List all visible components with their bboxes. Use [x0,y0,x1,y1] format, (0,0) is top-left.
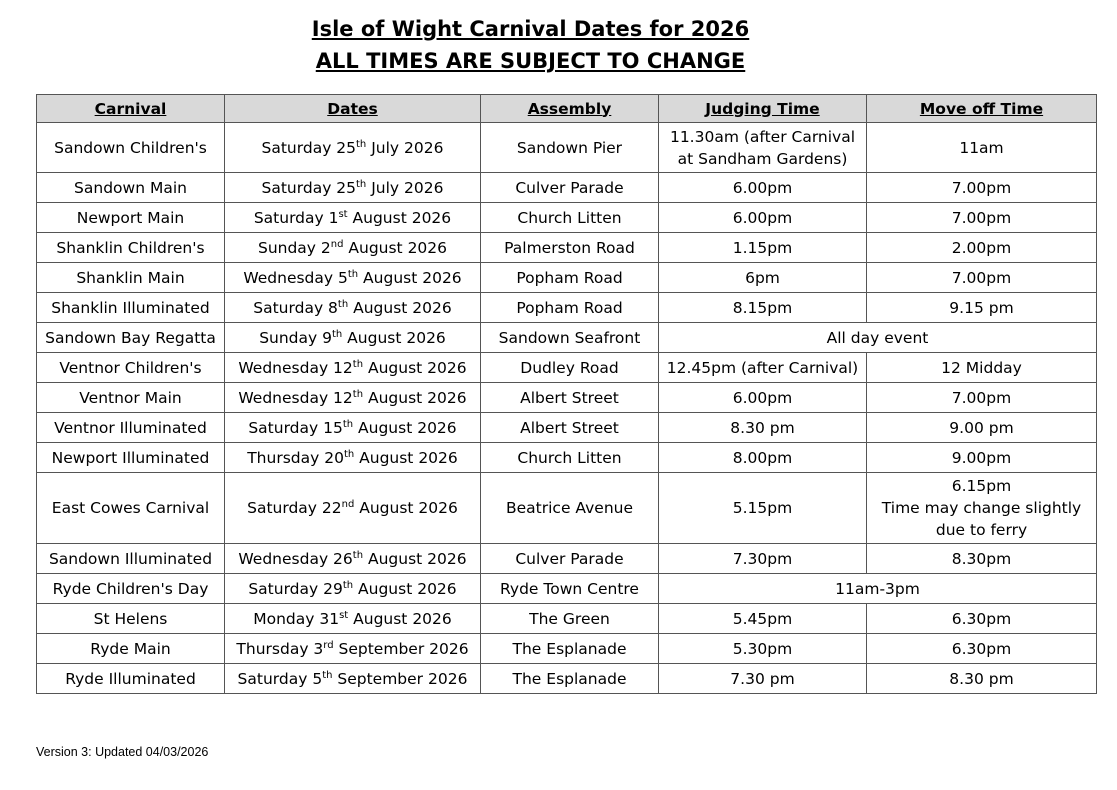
carnival-cell: Ryde Main [37,634,225,664]
move-off-time-cell [867,413,1097,443]
date-day: Saturday 22 [247,499,342,517]
date-day: Saturday 5 [237,669,323,688]
judging-time-cell [659,263,867,293]
date-month-year: July 2026 [366,178,444,197]
date-cell [225,173,481,203]
column-header: Assembly [481,95,659,123]
assembly-cell: Ryde Town Centre [481,574,659,604]
move-off-time-cell [867,664,1097,694]
carnival-cell: Ventnor Illuminated [37,413,225,443]
date-ordinal: th [331,328,343,340]
move-off-time-cell-line: 6.30pm [951,639,1012,658]
move-off-time-cell-line: 2.00pm [951,238,1012,257]
move-off-time-cell-line: Time may change slightly [881,499,1082,517]
date-ordinal: th [356,138,367,150]
move-off-time-cell [867,383,1097,413]
move-off-time-cell [867,233,1097,263]
assembly-cell: Sandown Seafront [481,323,659,353]
judging-time-cell [659,353,867,383]
judging-time-cell-line: 11.30am (after Carnival [669,127,856,146]
date-cell [225,203,481,233]
date-ordinal: st [339,609,349,621]
date-month-year: August 2026 [363,388,467,407]
table-row [37,443,1097,473]
carnival-cell: Shanklin Children's [37,233,225,263]
date-cell [225,634,481,664]
table-row [37,353,1097,383]
carnival-cell: Shanklin Main [37,263,225,293]
table-row [37,123,1097,173]
date-day: Sunday 9 [259,328,332,347]
table-row [37,413,1097,443]
date-month-year: August 2026 [347,208,452,227]
table-row [37,544,1097,574]
carnival-cell: Sandown Illuminated [37,544,225,574]
date-month-year: August 2026 [363,358,467,377]
date-ordinal: th [342,579,354,591]
move-off-time-cell [867,293,1097,323]
move-off-time-cell-line: 8.30pm [951,549,1012,568]
judging-time-cell-line: 6.00pm [732,388,793,407]
date-month-year: August 2026 [348,609,452,628]
merged-time-cell: All day event [659,323,1097,353]
assembly-cell: The Esplanade [481,634,659,664]
carnival-table [36,94,1097,694]
judging-time-cell-line: 8.00pm [732,448,793,467]
judging-time-cell-line: 7.30pm [732,549,793,568]
table-row [37,664,1097,694]
date-ordinal: th [337,298,349,310]
judging-time-cell-line: 8.30 pm [730,418,795,437]
date-ordinal: rd [323,639,334,651]
carnival-cell: Ryde Children's Day [37,574,225,604]
move-off-time-cell-line: 7.00pm [951,388,1012,407]
move-off-time-cell [867,353,1097,383]
date-month-year: August 2026 [354,448,458,467]
page-title: Isle of Wight Carnival Dates for 2026 [311,17,750,41]
move-off-time-cell-line: 11am [959,138,1004,157]
assembly-cell: Palmerston Road [481,233,659,263]
date-ordinal: th [352,358,364,370]
date-cell [225,353,481,383]
column-header: Move off Time [867,95,1097,123]
date-month-year: August 2026 [343,238,448,257]
date-cell [225,293,481,323]
table-row [37,203,1097,233]
carnival-cell: Ryde Illuminated [37,664,225,694]
judging-time-cell [659,233,867,263]
date-cell [225,443,481,473]
judging-time-cell [659,173,867,203]
date-ordinal: th [356,178,367,190]
judging-time-cell [659,293,867,323]
judging-time-cell [659,443,867,473]
move-off-time-cell-line: 6.30pm [951,609,1012,628]
judging-time-cell [659,604,867,634]
judging-time-cell-line: at Sandham Gardens) [677,149,848,168]
date-cell [225,473,481,544]
assembly-cell: The Green [481,604,659,634]
judging-time-cell-line: 6pm [745,268,780,287]
date-day: Monday 31 [253,609,340,628]
judging-time-cell [659,413,867,443]
date-month-year: August 2026 [354,499,458,517]
table-row [37,634,1097,664]
date-cell [225,323,481,353]
assembly-cell: Culver Parade [481,544,659,574]
move-off-time-cell [867,263,1097,293]
column-header: Judging Time [659,95,867,123]
date-month-year: August 2026 [353,579,457,598]
date-day: Thursday 20 [247,448,344,467]
version-note: Version 3: Updated 04/03/2026 [36,745,209,759]
date-day: Saturday 8 [253,298,338,317]
date-ordinal: th [343,448,355,460]
judging-time-cell [659,544,867,574]
move-off-time-cell-line: 12 Midday [941,358,1022,377]
date-cell [225,383,481,413]
table-row [37,323,1097,353]
table-row [37,473,1097,544]
date-cell [225,263,481,293]
date-month-year: August 2026 [353,418,457,437]
date-day: Saturday 15 [248,418,343,437]
judging-time-cell-line: 5.30pm [732,639,793,658]
date-day: Wednesday 12 [238,358,353,377]
judging-time-cell [659,664,867,694]
date-cell [225,664,481,694]
assembly-cell: Church Litten [481,443,659,473]
assembly-cell: Albert Street [481,383,659,413]
date-month-year: August 2026 [363,549,467,568]
date-ordinal: nd [330,238,344,250]
date-day: Sunday 2 [257,238,331,257]
date-month-year: September 2026 [333,639,469,658]
date-cell [225,233,481,263]
move-off-time-cell [867,634,1097,664]
assembly-cell: Dudley Road [481,353,659,383]
assembly-cell: Popham Road [481,293,659,323]
carnival-cell: Shanklin Illuminated [37,293,225,323]
judging-time-cell [659,383,867,413]
date-ordinal: th [352,549,364,561]
assembly-cell: The Esplanade [481,664,659,694]
date-cell [225,123,481,173]
move-off-time-cell [867,604,1097,634]
move-off-time-cell-line: 7.00pm [951,178,1012,197]
move-off-time-cell [867,203,1097,233]
date-cell [225,574,481,604]
date-day: Thursday 3 [236,639,324,658]
column-header: Dates [225,95,481,123]
move-off-time-cell [867,123,1097,173]
date-cell [225,544,481,574]
date-month-year: July 2026 [366,138,444,157]
table-body [37,123,1097,694]
move-off-time-cell [867,473,1097,544]
table-row [37,604,1097,634]
date-ordinal: th [352,388,364,400]
move-off-time-cell-line: 9.00 pm [949,418,1014,437]
move-off-time-cell-line: 7.00pm [951,268,1012,287]
carnival-cell: Ventnor Main [37,383,225,413]
carnival-cell: Sandown Main [37,173,225,203]
date-day: Saturday 29 [248,579,343,598]
date-month-year: August 2026 [342,328,446,347]
move-off-time-cell-line: 9.00pm [951,448,1012,467]
assembly-cell: Church Litten [481,203,659,233]
move-off-time-cell-line: 6.15pm [951,477,1012,495]
merged-time-cell: 11am-3pm [659,574,1097,604]
date-ordinal: nd [341,499,355,510]
date-cell [225,413,481,443]
judging-time-cell-line: 5.15pm [732,499,793,517]
date-month-year: August 2026 [348,298,452,317]
judging-time-cell [659,203,867,233]
move-off-time-cell [867,443,1097,473]
date-day: Saturday 25 [261,138,357,157]
table-row [37,293,1097,323]
date-day: Wednesday 26 [238,549,353,568]
date-cell [225,604,481,634]
date-day: Wednesday 5 [243,268,348,287]
date-day: Saturday 1 [253,208,339,227]
judging-time-cell [659,634,867,664]
date-day: Wednesday 12 [238,388,353,407]
carnival-cell: Sandown Bay Regatta [37,323,225,353]
judging-time-cell-line: 1.15pm [732,238,793,257]
move-off-time-cell-line: due to ferry [935,521,1028,539]
assembly-cell: Popham Road [481,263,659,293]
table-row [37,574,1097,604]
move-off-time-cell [867,173,1097,203]
move-off-time-cell [867,544,1097,574]
move-off-time-cell-line: 7.00pm [951,208,1012,227]
judging-time-cell-line: 6.00pm [732,178,793,197]
carnival-cell: Ventnor Children's [37,353,225,383]
table-row [37,233,1097,263]
date-ordinal: th [342,418,354,430]
judging-time-cell [659,123,867,173]
assembly-cell: Albert Street [481,413,659,443]
date-month-year: September 2026 [332,669,468,688]
assembly-cell: Sandown Pier [481,123,659,173]
carnival-cell: Newport Main [37,203,225,233]
table-row [37,263,1097,293]
judging-time-cell [659,473,867,544]
date-ordinal: th [347,268,359,280]
judging-time-cell-line: 12.45pm (after Carnival) [666,358,859,377]
carnival-cell: Newport Illuminated [37,443,225,473]
judging-time-cell-line: 7.30 pm [730,669,795,688]
date-ordinal: st [338,208,348,220]
date-day: Saturday 25 [261,178,357,197]
column-header: Carnival [37,95,225,123]
judging-time-cell-line: 5.45pm [732,609,793,628]
date-month-year: August 2026 [358,268,462,287]
date-ordinal: th [322,669,333,681]
carnival-cell: St Helens [37,604,225,634]
assembly-cell: Beatrice Avenue [481,473,659,544]
judging-time-cell-line: 8.15pm [732,298,793,317]
assembly-cell: Culver Parade [481,173,659,203]
carnival-cell: East Cowes Carnival [37,473,225,544]
table-row [37,173,1097,203]
table-header-row [37,95,1097,123]
table-row [37,383,1097,413]
move-off-time-cell-line: 9.15 pm [949,298,1014,317]
judging-time-cell-line: 6.00pm [732,208,793,227]
carnival-cell: Sandown Children's [37,123,225,173]
move-off-time-cell-line: 8.30 pm [949,669,1014,688]
page-subtitle: ALL TIMES ARE SUBJECT TO CHANGE [315,49,746,73]
